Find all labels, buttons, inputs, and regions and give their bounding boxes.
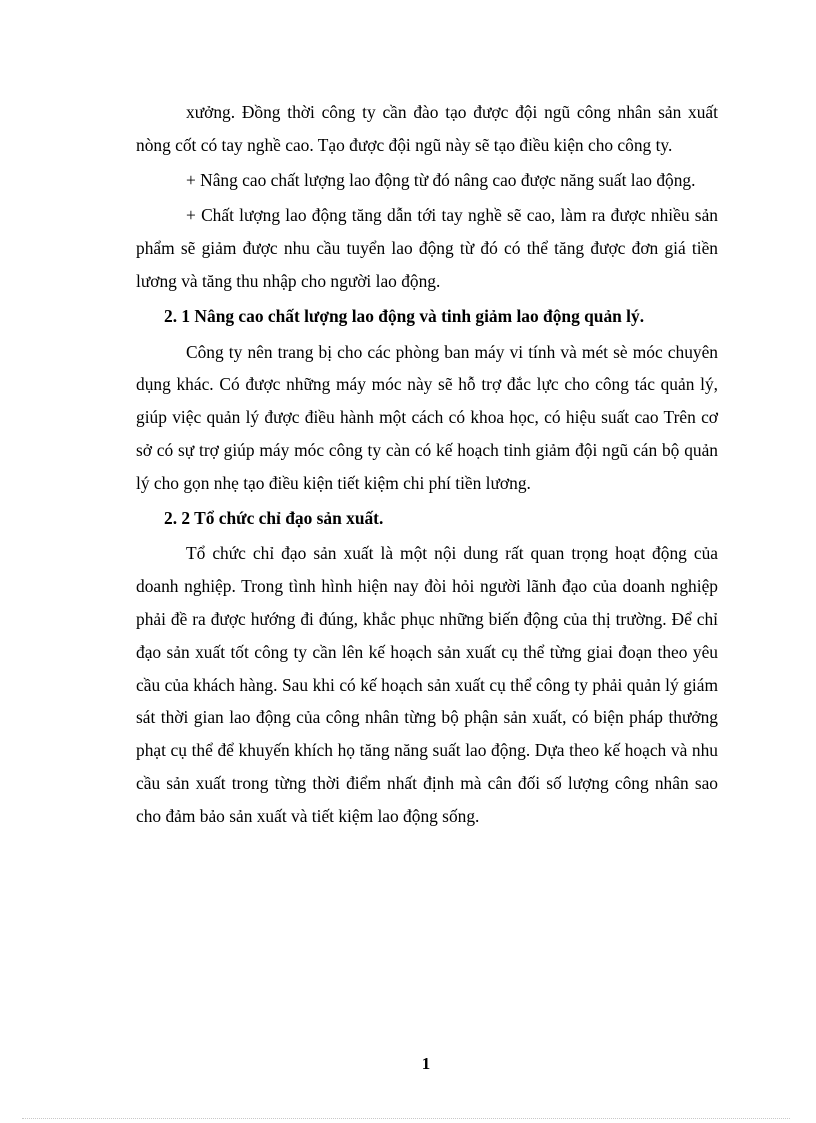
page-body — [136, 96, 718, 833]
page-bottom-divider — [22, 1118, 790, 1119]
section-heading-2-2: 2. 2 Tổ chức chỉ đạo sản xuất. — [164, 508, 384, 529]
page-number: 1 — [421, 1054, 431, 1073]
section-heading-2-1: 2. 1 Nâng cao chất lượng lao động và tinh giảm lao động quản lý. — [164, 306, 645, 327]
paragraph-improve-quality: + Nâng cao chất lượng lao động từ đó nâng cao được năng suất lao động. — [186, 170, 696, 191]
paragraph-equip-computers: Công ty nên trang bị cho các phòng ban máy vi tính và mét sè móc chuyên dụng khác. Có được những máy móc này sẽ hỗ trợ đắc lực cho công tác quản lý, giúp việc quản lý được điều hành một cách có khoa học, có hiệu suất cao Trên cơ sở có sự trợ giúp máy móc công ty càn có kế hoạch tinh giảm đội ngũ cán bộ quản lý cho gọn nhẹ tạo điều kiện tiết kiệm chi phí tiền lương. — [136, 341, 718, 493]
paragraph-training-workforce: xưởng. Đồng thời công ty cần đào tạo được đội ngũ công nhân sản xuất nòng cốt có tay nghề cao. Tạo được đội ngũ này sẽ tạo điều kiện cho công ty. — [136, 102, 718, 155]
paragraph-quality-increase: + Chất lượng lao động tăng dẫn tới tay nghề sẽ cao, làm ra được nhiều sản phẩm sẽ giảm được nhu cầu tuyển lao động từ đó có thể tăng được đơn giá tiền lương và tăng thu nhập cho người lao động. — [136, 205, 718, 291]
paragraph-production-direction: Tổ chức chỉ đạo sản xuất là một nội dung rất quan trọng hoạt động của doanh nghiệp. Trong tình hình hiện nay đòi hỏi người lãnh đạo của doanh nghiệp phải đề ra được hướng đi đúng, khắc phục những biến động của thị trường. Để chỉ đạo sản xuất tốt công ty cần lên kế hoạch sản xuất cụ thể từng giai đoạn theo yêu cầu của khách hàng. Sau khi có kế hoạch sản xuất cụ thể công ty phải quản lý giám sát thời gian lao động của công nhân từng bộ phận sản xuất, có biện pháp thưởng phạt cụ thể để khuyến khích họ tăng năng suất lao động. Dựa theo kế hoạch và nhu cầu sản xuất trong từng thời điểm nhất định mà cân đối số lượng công nhân sao cho đảm bảo sản xuất và tiết kiệm lao động sống. — [136, 543, 718, 826]
